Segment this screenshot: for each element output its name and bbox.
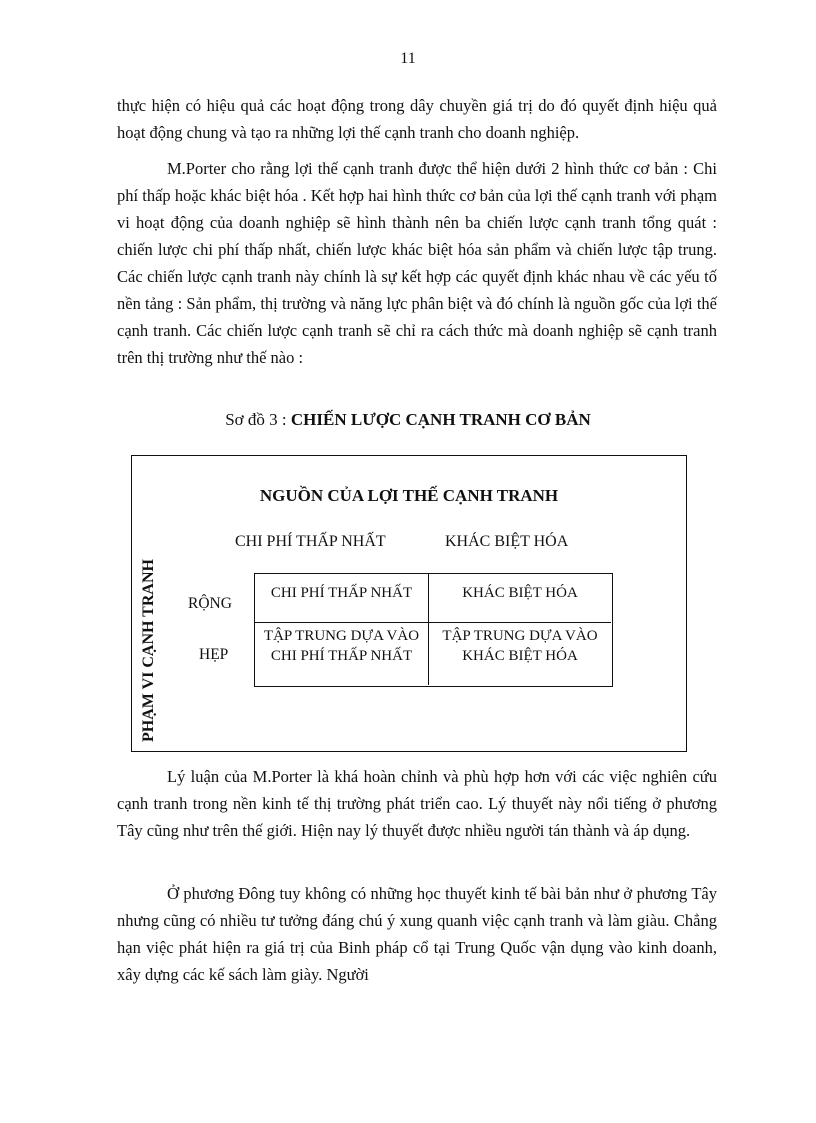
strategy-matrix (254, 573, 613, 687)
competitive-scope-label: PHẠM VI CẠNH TRANH (140, 559, 157, 743)
cell-differentiation-focus: TẬP TRUNG DỰA VÀO KHÁC BIỆT HÓA (442, 628, 598, 664)
column-header-differentiation: KHÁC BIỆT HÓA (445, 533, 569, 550)
cell-cost-focus: TẬP TRUNG DỰA VÀO CHI PHÍ THẤP NHẤT (255, 623, 429, 685)
diagram-title: NGUỒN CỦA LỢI THẾ CẠNH TRANH (259, 486, 559, 505)
paragraph-4: Ở phương Đông tuy không có những học thuyết kinh tế bài bản như ở phương Tây nhưng cũng có nhiều tư tưởng đáng chú ý xung quanh việc cạnh tranh và làm giàu. Chẳng hạn việc phát hiện ra giá trị của Binh pháp cổ tại Trung Quốc vận dụng vào kinh doanh, xây dựng các kế sách làm giày. Người (117, 884, 717, 984)
page-number: 11 (400, 50, 416, 67)
caption-prefix: Sơ đồ 3 : (225, 410, 291, 429)
cell-differentiation: KHÁC BIỆT HÓA (429, 574, 611, 623)
column-header-low-cost: CHI PHÍ THẤP NHẤT (235, 533, 386, 550)
paragraph-2: M.Porter cho rằng lợi thế cạnh tranh được thể hiện dưới 2 hình thức cơ bản : Chi phí thấp hoặc khác biệt hóa . Kết hợp hai hình thức cơ bản của lợi thế cạnh tranh với phạm vi hoạt động của doanh nghiệp sẽ hình thành nên ba chiến lược cạnh tranh tổng quát : chiến lược chi phí thấp nhất, chiến lược khác biệt hóa sản phẩm và chiến lược tập trung. Các chiến lược cạnh tranh này chính là sự kết hợp các quyết định khác nhau về các yếu tố nền tảng : Sản phẩm, thị trường và năng lực phân biệt và đó chính là nguồn gốc của lợi thế cạnh tranh. Các chiến lược cạnh tranh sẽ chỉ ra cách thức mà doanh nghiệp sẽ cạnh tranh trên thị trường như thế nào : (117, 159, 717, 367)
row-label-broad: RỘNG (188, 595, 232, 612)
row-label-narrow: HẸP (199, 646, 229, 663)
paragraph-3: Lý luận của M.Porter là khá hoàn chỉnh và phù hợp hơn với các việc nghiên cứu cạnh tranh trong nền kinh tế thị trường phát triển cao. Lý thuyết này nổi tiếng ở phương Tây cũng như trên thế giới. Hiện nay lý thuyết được nhiều người tán thành và áp dụng. (117, 767, 717, 840)
cell-cost-leadership: CHI PHÍ THẤP NHẤT (255, 574, 429, 623)
caption-title: CHIẾN LƯỢC CẠNH TRANH CƠ BẢN (290, 410, 591, 429)
diagram-caption (0, 410, 816, 430)
paragraph-1: thực hiện có hiệu quả các hoạt động trong dây chuyền giá trị do đó quyết định hiệu quả hoạt động chung và tạo ra những lợi thế cạnh tranh cho doanh nghiệp. (117, 96, 717, 142)
strategy-diagram (131, 455, 687, 752)
